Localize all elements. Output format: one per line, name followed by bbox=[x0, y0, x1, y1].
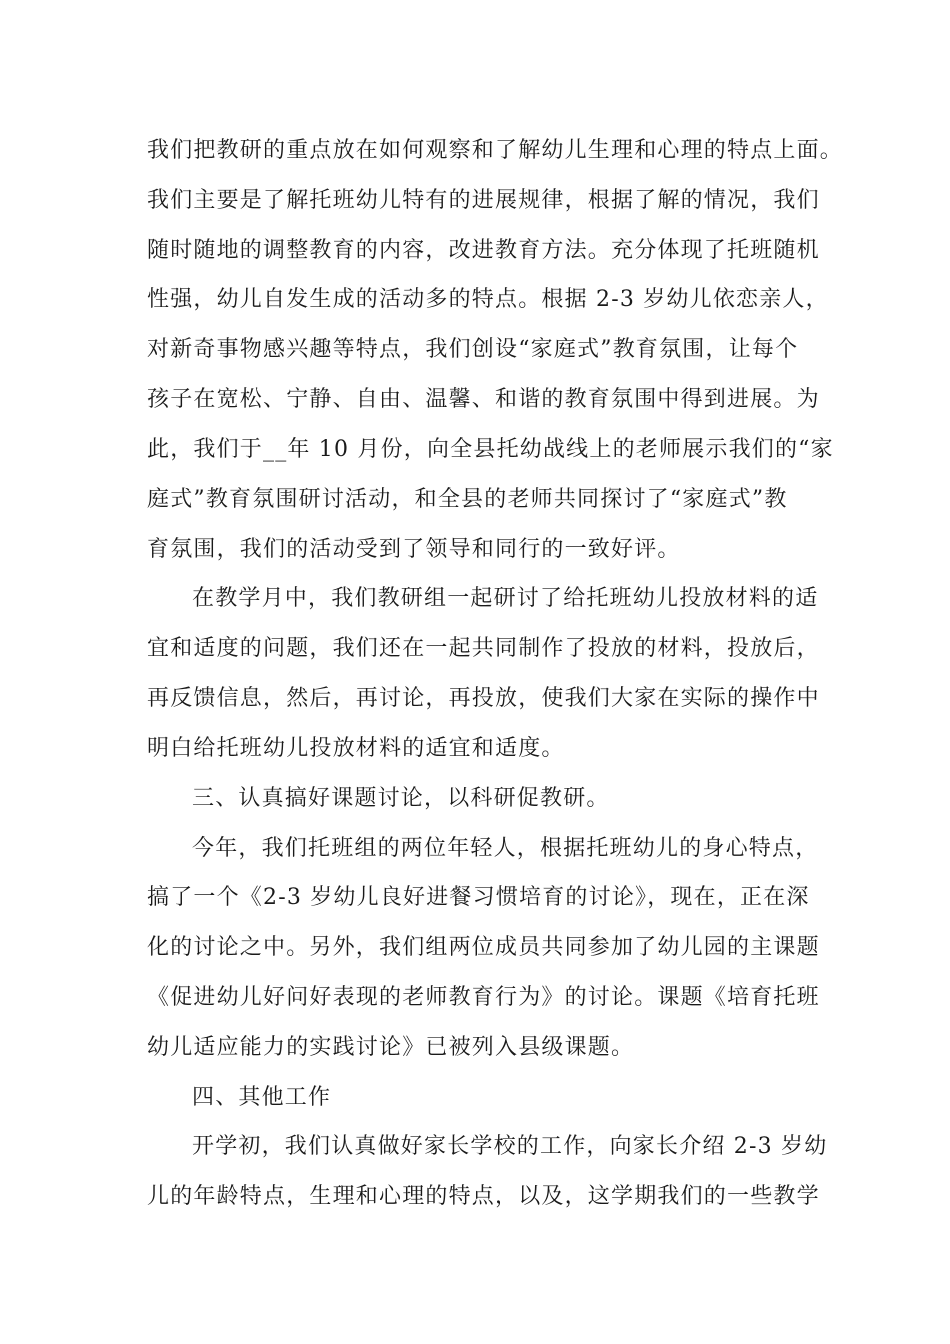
text-line: 对新奇事物感兴趣等特点，我们创设“家庭式”教育氛围，让每个 bbox=[147, 337, 799, 362]
paragraph-start-line: 在教学月中，我们教研组一起研讨了给托班幼儿投放材料的适 bbox=[192, 586, 819, 611]
text-line: 我们主要是了解托班幼儿特有的进展规律，根据了解的情况，我们 bbox=[147, 188, 820, 213]
text-line: 搞了一个《2-3 岁幼儿良好进餐习惯培育的讨论》，现在，正在深 bbox=[147, 885, 810, 910]
text-line: 此，我们于__年 10 月份，向全县托幼战线上的老师展示我们的“家 bbox=[147, 437, 834, 462]
text-line: 庭式”教育氛围研讨活动，和全县的老师共同探讨了“家庭式”教 bbox=[147, 487, 788, 512]
text-line: 再反馈信息，然后，再讨论，再投放，使我们大家在实际的操作中 bbox=[147, 686, 820, 711]
text-line: 我们把教研的重点放在如何观察和了解幼儿生理和心理的特点上面。 bbox=[147, 138, 844, 163]
paragraph-start-line: 开学初，我们认真做好家长学校的工作，向家长介绍 2-3 岁幼 bbox=[192, 1134, 828, 1159]
text-line: 宜和适度的问题，我们还在一起共同制作了投放的材料，投放后， bbox=[147, 636, 820, 661]
text-line: 《促进幼儿好问好表现的老师教育行为》的讨论。课题《培育托班 bbox=[147, 985, 820, 1010]
text-line: 幼儿适应能力的实践讨论》已被列入县级课题。 bbox=[147, 1035, 635, 1060]
text-line: 随时随地的调整教育的内容，改进教育方法。充分体现了托班随机 bbox=[147, 238, 820, 263]
text-line: 性强，幼儿自发生成的活动多的特点。根据 2-3 岁幼儿依恋亲人， bbox=[147, 287, 829, 312]
section-heading: 四、其他工作 bbox=[192, 1085, 332, 1110]
text-line: 儿的年龄特点，生理和心理的特点，以及，这学期我们的一些教学 bbox=[147, 1184, 820, 1209]
text-line: 孩子在宽松、宁静、自由、温馨、和谐的教育氛围中得到进展。为 bbox=[147, 387, 820, 412]
text-line: 育氛围，我们的活动受到了领导和同行的一致好评。 bbox=[147, 537, 681, 562]
section-heading: 三、认真搞好课题讨论，以科研促教研。 bbox=[192, 786, 610, 811]
text-line: 明白给托班幼儿投放材料的适宜和适度。 bbox=[147, 736, 565, 761]
text-line: 化的讨论之中。另外，我们组两位成员共同参加了幼儿园的主课题 bbox=[147, 935, 820, 960]
paragraph-start-line: 今年，我们托班组的两位年轻人，根据托班幼儿的身心特点， bbox=[192, 836, 819, 861]
